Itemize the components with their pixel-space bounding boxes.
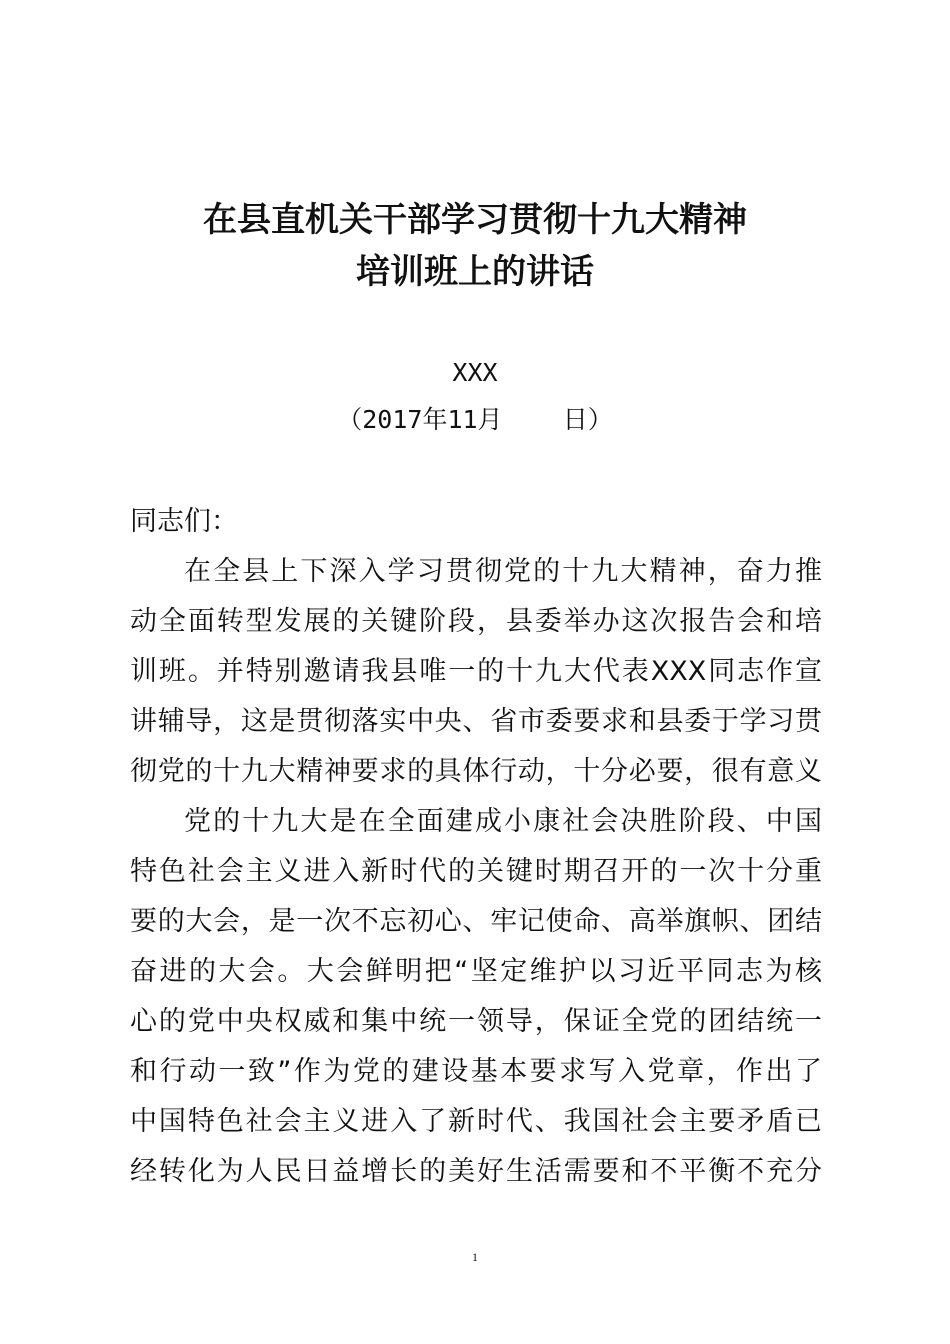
salutation: 同志们： (130, 506, 238, 537)
paragraph-2-line-3: 要的大会，是一次不忘初心、牢记使命、高举旗帜、团结 (130, 906, 822, 937)
paragraph-2-line-4: 奋进的大会。大会鲜明把“坚定维护以习近平同志为核 (130, 956, 822, 987)
page-number: 1 (472, 1250, 478, 1264)
speech-date: （2017年11月 日） (337, 405, 613, 434)
document-title-line-1: 在县直机关干部学习贯彻十九大精神 (203, 200, 747, 240)
speech-body (130, 497, 822, 1197)
author-name: XXX (452, 358, 498, 387)
paragraph-2-line-5: 心的党中央权威和集中统一领导，保证全党的团结统一 (130, 1006, 822, 1037)
paragraph-2-line-2: 特色社会主义进入新时代的关键时期召开的一次十分重 (130, 856, 822, 887)
paragraph-1-line-1: 在全县上下深入学习贯彻党的十九大精神，奋力推 (184, 556, 822, 587)
paragraph-1-line-4: 讲辅导，这是贯彻落实中央、省市委要求和县委于学习贯 (130, 706, 822, 737)
paragraph-2-line-6: 和行动一致”作为党的建设基本要求写入党章，作出了 (130, 1056, 822, 1087)
paragraph-2-line-7: 中国特色社会主义进入了新时代、我国社会主要矛盾已 (130, 1106, 822, 1137)
paragraph-1-line-5: 彻党的十九大精神要求的具体行动，十分必要，很有意义 (130, 756, 822, 787)
paragraph-1-line-2: 动全面转型发展的关键阶段，县委举办这次报告会和培 (130, 606, 822, 637)
paragraph-1-line-3: 训班。并特别邀请我县唯一的十九大代表XXX同志作宣 (130, 656, 822, 687)
paragraph-2-line-8: 经转化为人民日益增长的美好生活需要和不平衡不充分 (130, 1156, 822, 1187)
paragraph-2-line-1: 党的十九大是在全面建成小康社会决胜阶段、中国 (184, 806, 822, 837)
document-title-line-2: 培训班上的讲话 (356, 252, 594, 292)
